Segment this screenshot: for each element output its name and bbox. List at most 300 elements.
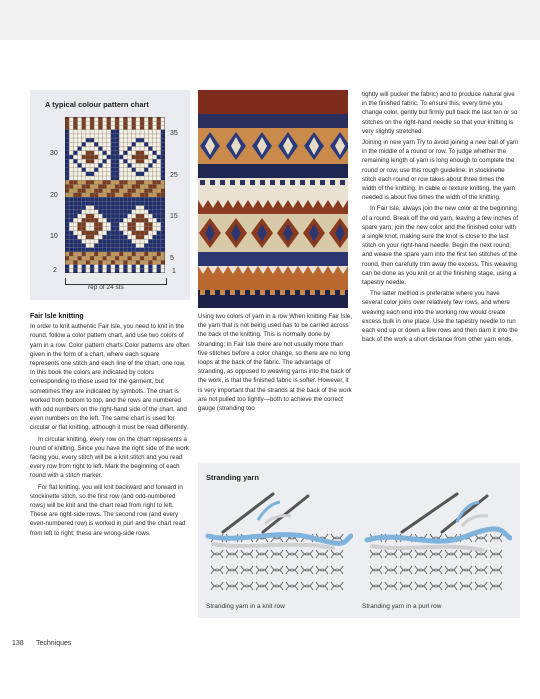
chart-cell: [107, 256, 111, 260]
chart-cell: [103, 138, 107, 142]
chart-cell: [111, 180, 115, 184]
chart-cell: [65, 231, 69, 235]
chart-cell: [98, 206, 102, 210]
paragraph: In Fair Isle, always join the new color at the beginning of a round. Break off the old yarn, leaving a few inches of spare yarn; join the new color and the finished color with a single knot, making sure the knot is close to the last stitch on your right-hand needle. Begin the next round, and weave the spare yarn into the first ten stitches of the round, then carefully trim away the excess. This weaving can be done as you knit or at the finishing stage, using a tapestry needle.: [362, 205, 519, 287]
chart-cell: [73, 193, 77, 197]
chart-cell: [107, 210, 111, 214]
chart-cell: [107, 218, 111, 222]
chart-cell: [73, 130, 77, 134]
chart-cell: [107, 134, 111, 138]
chart-cell: [153, 155, 157, 159]
chart-cell: [153, 134, 157, 138]
chart-cell: [107, 176, 111, 180]
chart-cell: [153, 130, 157, 134]
stranding-knit-illustration: [203, 492, 353, 604]
chart-cell: [103, 193, 107, 197]
chart-cell: [107, 163, 111, 167]
chart-cell: [69, 151, 73, 155]
chart-cell: [144, 193, 148, 197]
chart-cell: [73, 260, 77, 264]
chart-cell: [136, 172, 140, 176]
chart-cell: [107, 117, 111, 121]
right-tick-5: 5: [170, 255, 174, 262]
chart-cell: [153, 260, 157, 264]
chart-cell: [82, 125, 86, 129]
chart-cell: [136, 210, 140, 214]
chart-cell: [90, 172, 94, 176]
chart-cell: [161, 210, 165, 214]
chart-cell: [98, 243, 102, 247]
chart-cell: [144, 130, 148, 134]
chart-cell: [161, 130, 165, 134]
chart-cell: [144, 147, 148, 151]
chart-cell: [65, 260, 69, 264]
chart-cell: [140, 252, 144, 256]
chart-cell: [153, 121, 157, 125]
chart-cell: [144, 184, 148, 188]
chart-cell: [132, 142, 136, 146]
chart-cell: [73, 235, 77, 239]
chart-cell: [153, 176, 157, 180]
chart-cell: [107, 147, 111, 151]
chart-cell: [86, 206, 90, 210]
chart-cell: [111, 269, 115, 273]
chart-cell: [73, 265, 77, 269]
chart-cell: [98, 201, 102, 205]
chart-cell: [73, 163, 77, 167]
chart-cell: [115, 180, 119, 184]
chart-cell: [119, 218, 123, 222]
chart-cell: [78, 197, 82, 201]
chart-cell: [161, 227, 165, 231]
chart-cell: [144, 235, 148, 239]
chart-cell: [78, 260, 82, 264]
chart-cell: [144, 214, 148, 218]
chart-cell: [78, 248, 82, 252]
chart-cell: [73, 243, 77, 247]
chart-cell: [82, 184, 86, 188]
chart-cell: [153, 227, 157, 231]
chart-cell: [103, 227, 107, 231]
chart-cell: [78, 265, 82, 269]
chart-cell: [136, 138, 140, 142]
chart-cell: [128, 176, 132, 180]
chart-cell: [90, 117, 94, 121]
chart-cell: [82, 243, 86, 247]
chart-cell: [157, 189, 161, 193]
chart-cell: [73, 227, 77, 231]
chart-cell: [107, 184, 111, 188]
chart-cell: [136, 214, 140, 218]
chart-cell: [161, 176, 165, 180]
chart-cell: [148, 142, 152, 146]
chart-cell: [140, 210, 144, 214]
chart-cell: [103, 134, 107, 138]
chart-cell: [157, 180, 161, 184]
chart-cell: [153, 248, 157, 252]
right-tick-35: 35: [170, 130, 178, 137]
chart-cell: [136, 147, 140, 151]
chart-cell: [132, 176, 136, 180]
chart-cell: [132, 218, 136, 222]
chart-cell: [86, 243, 90, 247]
chart-cell: [128, 206, 132, 210]
chart-cell: [86, 189, 90, 193]
chart-cell: [69, 201, 73, 205]
chart-cell: [123, 197, 127, 201]
chart-cell: [128, 142, 132, 146]
paragraph: Joining in new yarn Try to avoid joining a new ball of yarn in the middle of a round or row. To judge whether the remaining length of yarn is long enough to complete the round or row, use this rough guideline: in stockinette stitch each round or row takes about three times the width of the knitting. In cable or texture knitting, the yarn needed is about five times the width of the knitting.: [362, 139, 519, 202]
chart-cell: [140, 168, 144, 172]
chart-cell: [90, 138, 94, 142]
chart-cell: [82, 134, 86, 138]
chart-cell: [153, 218, 157, 222]
chart-cell: [90, 151, 94, 155]
chart-cell: [98, 210, 102, 214]
chart-cell: [73, 201, 77, 205]
chart-cell: [86, 248, 90, 252]
chart-cell: [157, 248, 161, 252]
chart-cell: [115, 134, 119, 138]
chart-cell: [136, 180, 140, 184]
chart-cell: [123, 142, 127, 146]
chart-cell: [65, 151, 69, 155]
chart-cell: [82, 163, 86, 167]
chart-cell: [73, 189, 77, 193]
chart-cell: [111, 130, 115, 134]
chart-cell: [86, 222, 90, 226]
chart-cell: [148, 222, 152, 226]
chart-cell: [103, 121, 107, 125]
chart-cell: [148, 189, 152, 193]
chart-cell: [144, 256, 148, 260]
chart-cell: [73, 197, 77, 201]
column-3: [362, 90, 520, 346]
chart-cell: [128, 222, 132, 226]
chart-cell: [157, 210, 161, 214]
chart-cell: [132, 252, 136, 256]
chart-cell: [69, 231, 73, 235]
chart-cell: [107, 180, 111, 184]
chart-cell: [148, 130, 152, 134]
chart-cell: [111, 243, 115, 247]
chart-cell: [90, 256, 94, 260]
chart-cell: [73, 248, 77, 252]
chart-cell: [119, 159, 123, 163]
chart-cell: [144, 142, 148, 146]
chart-cell: [115, 125, 119, 129]
chart-cell: [119, 227, 123, 231]
chart-cell: [82, 218, 86, 222]
chart-cell: [65, 117, 69, 121]
chart-cell: [144, 248, 148, 252]
chart-cell: [148, 151, 152, 155]
chart-cell: [94, 210, 98, 214]
chart-cell: [94, 142, 98, 146]
chart-cell: [140, 189, 144, 193]
chart-cell: [65, 256, 69, 260]
chart-cell: [94, 180, 98, 184]
chart-cell: [119, 130, 123, 134]
chart-cell: [153, 180, 157, 184]
chart-cell: [78, 168, 82, 172]
chart-cell: [140, 121, 144, 125]
chart-cell: [65, 243, 69, 247]
chart-cell: [119, 252, 123, 256]
chart-cell: [132, 168, 136, 172]
chart-cell: [148, 121, 152, 125]
chart-cell: [144, 189, 148, 193]
chart-cell: [69, 193, 73, 197]
stranding-purl-illustration: [362, 492, 512, 604]
chart-cell: [82, 168, 86, 172]
chart-cell: [128, 218, 132, 222]
chart-cell: [157, 214, 161, 218]
chart-cell: [161, 138, 165, 142]
chart-cell: [119, 125, 123, 129]
chart-cell: [136, 134, 140, 138]
chart-cell: [115, 147, 119, 151]
chart-cell: [153, 265, 157, 269]
chart-cell: [144, 265, 148, 269]
chart-cell: [123, 227, 127, 231]
chart-cell: [161, 134, 165, 138]
chart-cell: [136, 121, 140, 125]
chart-cell: [161, 189, 165, 193]
chart-cell: [148, 138, 152, 142]
chart-cell: [132, 130, 136, 134]
chart-cell: [111, 239, 115, 243]
chart-cell: [73, 134, 77, 138]
chart-cell: [111, 155, 115, 159]
chart-cell: [69, 210, 73, 214]
chart-cell: [123, 184, 127, 188]
page-number: 138: [12, 640, 24, 647]
right-tick-15: 15: [170, 213, 178, 220]
chart-cell: [111, 206, 115, 210]
chart-cell: [69, 121, 73, 125]
chart-cell: [119, 248, 123, 252]
chart-cell: [132, 159, 136, 163]
chart-cell: [90, 189, 94, 193]
chart-cell: [119, 243, 123, 247]
chart-cell: [123, 193, 127, 197]
chart-cell: [157, 269, 161, 273]
chart-cell: [82, 239, 86, 243]
chart-cell: [65, 189, 69, 193]
chart-cell: [157, 222, 161, 226]
chart-cell: [115, 256, 119, 260]
chart-cell: [128, 121, 132, 125]
chart-cell: [98, 235, 102, 239]
chart-cell: [78, 218, 82, 222]
chart-cell: [128, 231, 132, 235]
chart-cell: [123, 176, 127, 180]
chart-cell: [78, 130, 82, 134]
chart-cell: [86, 155, 90, 159]
chart-cell: [119, 151, 123, 155]
chart-cell: [78, 147, 82, 151]
chart-cell: [82, 130, 86, 134]
chart-cell: [119, 197, 123, 201]
chart-cell: [148, 201, 152, 205]
chart-cell: [65, 134, 69, 138]
chart-cell: [86, 125, 90, 129]
chart-cell: [115, 231, 119, 235]
chart-cell: [73, 231, 77, 235]
chart-cell: [90, 130, 94, 134]
chart-cell: [107, 138, 111, 142]
chart-cell: [153, 231, 157, 235]
chart-cell: [119, 265, 123, 269]
chart-cell: [107, 235, 111, 239]
chart-cell: [115, 214, 119, 218]
chart-cell: [144, 227, 148, 231]
chart-cell: [69, 252, 73, 256]
chart-cell: [107, 260, 111, 264]
chart-cell: [140, 239, 144, 243]
chart-cell: [111, 265, 115, 269]
chart-cell: [69, 163, 73, 167]
chart-cell: [157, 256, 161, 260]
chart-cell: [98, 193, 102, 197]
chart-cell: [107, 130, 111, 134]
chart-cell: [82, 193, 86, 197]
chart-cell: [111, 159, 115, 163]
chart-cell: [86, 201, 90, 205]
chart-cell: [78, 138, 82, 142]
chart-cell: [65, 180, 69, 184]
chart-cell: [144, 206, 148, 210]
chart-cell: [107, 189, 111, 193]
chart-cell: [136, 201, 140, 205]
chart-cell: [69, 125, 73, 129]
chart-cell: [90, 252, 94, 256]
chart-cell: [148, 235, 152, 239]
chart-cell: [115, 151, 119, 155]
chart-cell: [65, 201, 69, 205]
chart-cell: [65, 130, 69, 134]
chart-cell: [140, 256, 144, 260]
chart-cell: [140, 231, 144, 235]
chart-cell: [86, 260, 90, 264]
chart-cell: [132, 256, 136, 260]
chart-cell: [73, 256, 77, 260]
chart-cell: [78, 155, 82, 159]
chart-cell: [90, 214, 94, 218]
chart-cell: [94, 125, 98, 129]
chart-cell: [65, 218, 69, 222]
chart-cell: [144, 163, 148, 167]
chart-cell: [136, 125, 140, 129]
chart-cell: [94, 197, 98, 201]
chart-cell: [119, 142, 123, 146]
chart-cell: [144, 201, 148, 205]
chart-cell: [157, 138, 161, 142]
chart-cell: [140, 180, 144, 184]
chart-cell: [94, 256, 98, 260]
chart-cell: [86, 184, 90, 188]
chart-cell: [161, 172, 165, 176]
chart-cell: [90, 227, 94, 231]
chart-cell: [123, 235, 127, 239]
chart-cell: [115, 235, 119, 239]
chart-cell: [140, 201, 144, 205]
chart-cell: [107, 201, 111, 205]
chart-cell: [161, 142, 165, 146]
chart-cell: [86, 130, 90, 134]
chart-cell: [153, 125, 157, 129]
chart-cell: [123, 256, 127, 260]
caption-knit-row: Stranding yarn in a knit row: [206, 603, 285, 610]
chart-cell: [132, 243, 136, 247]
chart-cell: [123, 201, 127, 205]
chart-cell: [78, 159, 82, 163]
chart-cell: [65, 210, 69, 214]
chart-cell: [78, 201, 82, 205]
chart-cell: [78, 243, 82, 247]
chart-cell: [132, 227, 136, 231]
chart-cell: [94, 235, 98, 239]
top-band: [0, 0, 540, 40]
chart-cell: [144, 180, 148, 184]
chart-cell: [82, 151, 86, 155]
chart-cell: [78, 172, 82, 176]
chart-cell: [65, 206, 69, 210]
chart-cell: [157, 265, 161, 269]
chart-cell: [148, 206, 152, 210]
chart-cell: [161, 231, 165, 235]
chart-cell: [111, 134, 115, 138]
chart-cell: [82, 252, 86, 256]
chart-cell: [119, 180, 123, 184]
chart-cell: [65, 184, 69, 188]
chart-cell: [119, 269, 123, 273]
chart-cell: [128, 201, 132, 205]
chart-cell: [111, 248, 115, 252]
colour-pattern-chart: [65, 117, 165, 273]
chart-cell: [157, 206, 161, 210]
chart-cell: [153, 214, 157, 218]
chart-cell: [128, 159, 132, 163]
chart-cell: [140, 218, 144, 222]
chart-cell: [161, 222, 165, 226]
chart-cell: [94, 159, 98, 163]
chart-cell: [94, 239, 98, 243]
chart-cell: [98, 260, 102, 264]
chart-cell: [123, 248, 127, 252]
chart-cell: [119, 155, 123, 159]
chart-cell: [90, 134, 94, 138]
chart-cell: [128, 147, 132, 151]
chart-cell: [65, 235, 69, 239]
chart-cell: [65, 121, 69, 125]
chart-cell: [82, 117, 86, 121]
chart-cell: [157, 130, 161, 134]
chart-cell: [103, 201, 107, 205]
chart-cell: [161, 269, 165, 273]
chart-cell: [69, 138, 73, 142]
chart-cell: [153, 206, 157, 210]
chart-cell: [161, 201, 165, 205]
chart-cell: [90, 260, 94, 264]
chart-cell: [103, 189, 107, 193]
chart-cell: [98, 176, 102, 180]
chart-cell: [123, 218, 127, 222]
chart-cell: [157, 227, 161, 231]
chart-cell: [148, 269, 152, 273]
chart-cell: [90, 265, 94, 269]
